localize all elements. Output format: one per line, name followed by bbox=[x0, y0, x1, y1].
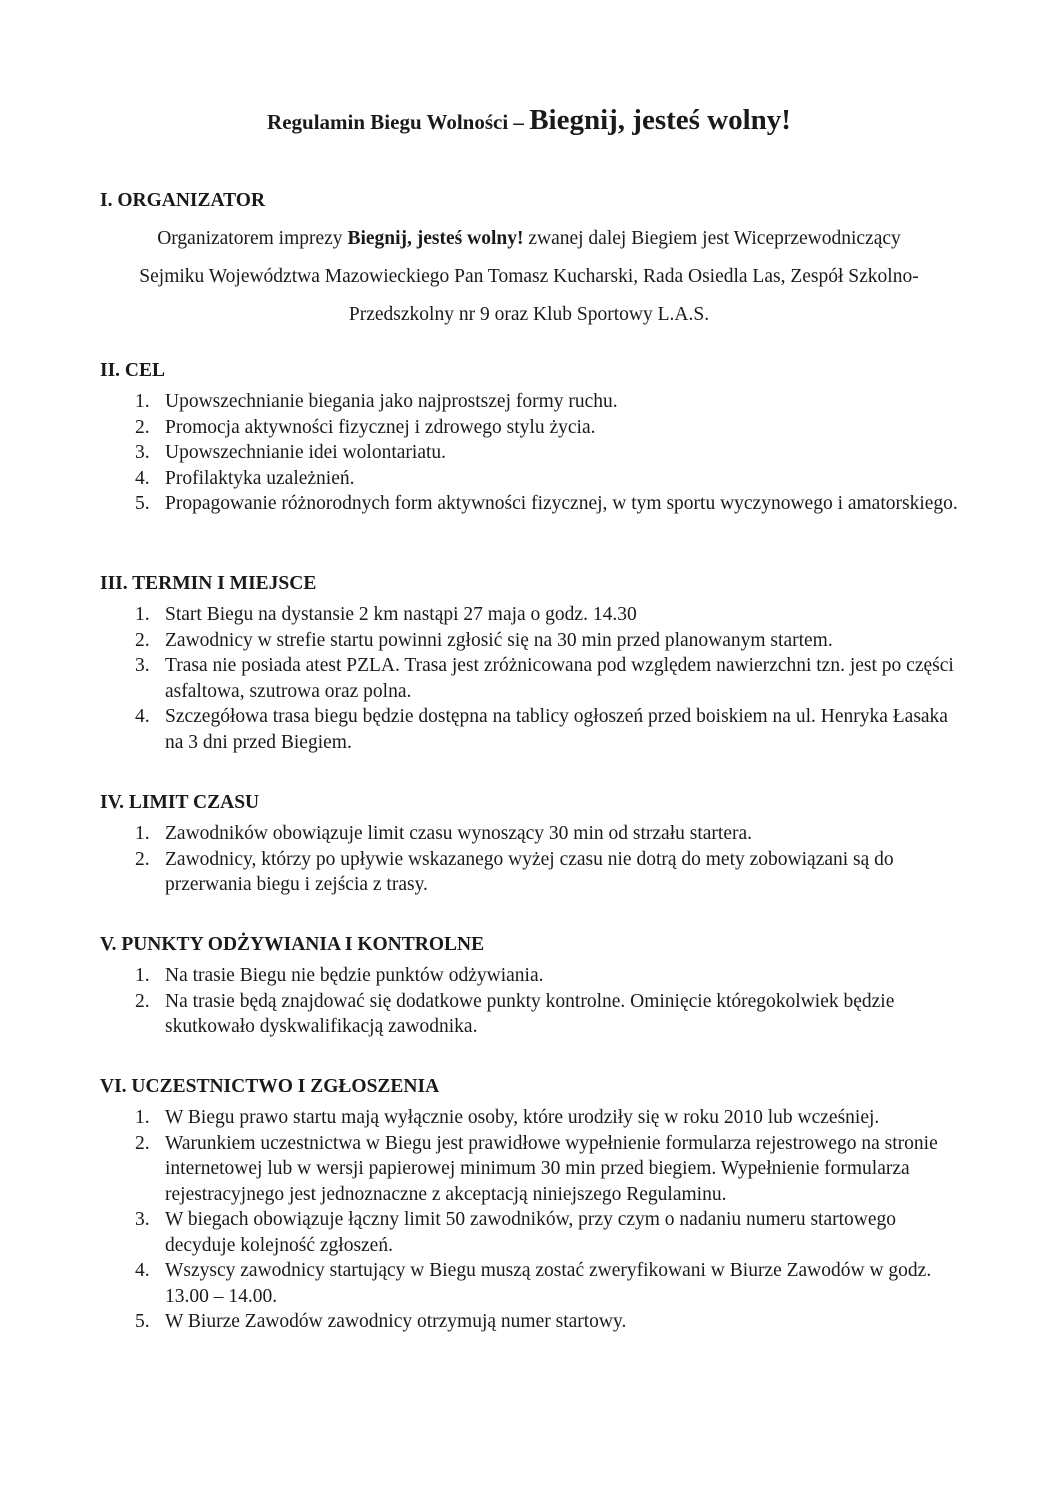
item-number: 5. bbox=[135, 1311, 150, 1332]
list-item bbox=[100, 491, 970, 517]
list-item bbox=[100, 415, 970, 441]
list-item bbox=[100, 466, 970, 492]
section-limit-czasu bbox=[100, 790, 970, 898]
event-name-bold: Biegnij, jesteś wolny! bbox=[347, 228, 524, 249]
item-text: Profilaktyka uzależnień. bbox=[165, 467, 355, 489]
item-text: Trasa nie posiada atest PZLA. Trasa jest zróżnicowana pod względem nawierzchni tzn. jest po części asfaltowa, szutrowa oraz polna. bbox=[165, 655, 954, 702]
item-text: W Biurze Zawodów zawodnicy otrzymują numer startowy. bbox=[165, 1311, 627, 1332]
intro-text: Przedszkolny nr 9 oraz Klub Sportowy L.A.S. bbox=[348, 304, 710, 325]
item-number: 1. bbox=[135, 1107, 150, 1128]
checkpoints-list bbox=[100, 963, 970, 1040]
item-number: 4. bbox=[135, 706, 150, 727]
item-text: Szczegółowa trasa biegu będzie dostępna na tablicy ogłoszeń przed boiskiem na ul. Henryka Łasaka na 3 dni przed Biegiem. bbox=[165, 706, 948, 753]
section-heading: III. TERMIN I MIEJSCE bbox=[100, 573, 317, 594]
item-text: Na trasie będą znajdować się dodatkowe punkty kontrolne. Ominięcie któregokolwiek będzie skutkowało dyskwalifikacją zawodnika. bbox=[165, 990, 895, 1037]
list-item bbox=[100, 1309, 970, 1335]
list-item bbox=[100, 847, 970, 898]
date-place-list bbox=[100, 602, 970, 755]
section-cel bbox=[100, 358, 970, 517]
participation-list bbox=[100, 1105, 970, 1335]
list-item bbox=[100, 389, 970, 415]
item-number: 1. bbox=[135, 965, 150, 986]
list-item bbox=[100, 1258, 970, 1309]
item-number: 2. bbox=[135, 416, 150, 438]
item-number: 2. bbox=[135, 1132, 150, 1154]
item-text: Na trasie Biegu nie będzie punktów odżywiania. bbox=[165, 965, 544, 986]
item-text: Upowszechnianie idei wolontariatu. bbox=[165, 442, 447, 463]
item-text: Upowszechnianie biegania jako najprostszej formy ruchu. bbox=[165, 391, 618, 412]
item-text: W biegach obowiązuje łączny limit 50 zawodników, przy czym o nadaniu numeru startowego decyduje kolejność zgłoszeń. bbox=[165, 1209, 897, 1256]
intro-text: zwanej dalej Biegiem jest Wiceprzewodniczący bbox=[523, 228, 901, 249]
section-heading: VI. UCZESTNICTWO I ZGŁOSZENIA bbox=[100, 1076, 440, 1097]
intro-text: Organizatorem imprezy bbox=[157, 228, 348, 249]
list-item bbox=[100, 653, 970, 704]
item-number: 1. bbox=[135, 604, 150, 625]
list-item bbox=[100, 1207, 970, 1258]
section-uczestnictwo bbox=[100, 1074, 970, 1335]
item-number: 4. bbox=[135, 467, 150, 489]
item-text: Zawodnicy w strefie startu powinni zgłosić się na 30 min przed planowanym startem. bbox=[165, 629, 833, 651]
document-title bbox=[0, 100, 1058, 142]
list-item bbox=[100, 440, 970, 466]
item-text: Zawodników obowiązuje limit czasu wynoszący 30 min od strzału startera. bbox=[165, 823, 752, 844]
item-number: 3. bbox=[135, 442, 150, 463]
item-number: 2. bbox=[135, 629, 150, 651]
section-heading: IV. LIMIT CZASU bbox=[100, 792, 260, 813]
title-prefix: Regulamin Biegu Wolności – bbox=[267, 110, 530, 134]
section-heading: II. CEL bbox=[100, 360, 166, 381]
intro-text: Sejmiku Województwa Mazowieckiego Pan Tomasz Kucharski, Rada Osiedla Las, Zespół Szkolno- bbox=[139, 266, 919, 287]
item-text: Wszyscy zawodnicy startujący w Biegu muszą zostać zweryfikowani w Biurze Zawodów w godz. 13.00 – 14.00. bbox=[165, 1260, 932, 1307]
item-text: Propagowanie różnorodnych form aktywności fizycznej, w tym sportu wyczynowego i amatorskiego. bbox=[165, 493, 958, 514]
item-text: W Biegu prawo startu mają wyłącznie osoby, które urodziły się w roku 2010 lub wcześniej. bbox=[165, 1107, 880, 1128]
item-number: 3. bbox=[135, 655, 150, 676]
list-item bbox=[100, 821, 970, 847]
list-item bbox=[100, 1131, 970, 1208]
section-organizator bbox=[100, 188, 970, 334]
list-item bbox=[100, 704, 970, 755]
section-heading: I. ORGANIZATOR bbox=[100, 190, 266, 211]
time-limit-list bbox=[100, 821, 970, 898]
item-number: 1. bbox=[135, 823, 150, 844]
list-item bbox=[100, 1105, 970, 1131]
list-item bbox=[100, 989, 970, 1040]
item-number: 2. bbox=[135, 848, 150, 870]
organizer-paragraph bbox=[100, 220, 958, 334]
item-text: Zawodnicy, którzy po upływie wskazanego wyżej czasu nie dotrą do mety zobowiązani są do przerwania biegu i zejścia z trasy. bbox=[165, 848, 894, 895]
list-item bbox=[100, 628, 970, 654]
goals-list bbox=[100, 389, 970, 517]
item-text: Warunkiem uczestnictwa w Biegu jest prawidłowe wypełnienie formularza rejestrowego na stronie internetowej lub w wersji papierowej minimum 30 min przed biegiem. Wypełnienie formularza rejestracyjnego jest jednoznaczne z akceptacją niniejszego Regulaminu. bbox=[165, 1132, 938, 1205]
item-number: 1. bbox=[135, 391, 150, 412]
title-main: Biegnij, jesteś wolny! bbox=[529, 104, 791, 136]
item-text: Start Biegu na dystansie 2 km nastąpi 27 maja o godz. 14.30 bbox=[165, 604, 637, 625]
item-number: 2. bbox=[135, 990, 150, 1012]
section-heading: V. PUNKTY ODŻYWIANIA I KONTROLNE bbox=[100, 934, 485, 955]
item-number: 3. bbox=[135, 1209, 150, 1230]
item-number: 5. bbox=[135, 493, 150, 514]
section-punkty bbox=[100, 932, 970, 1040]
list-item bbox=[100, 602, 970, 628]
item-number: 4. bbox=[135, 1260, 150, 1281]
list-item bbox=[100, 963, 970, 989]
section-termin bbox=[100, 571, 970, 755]
item-text: Promocja aktywności fizycznej i zdrowego stylu życia. bbox=[165, 416, 596, 438]
